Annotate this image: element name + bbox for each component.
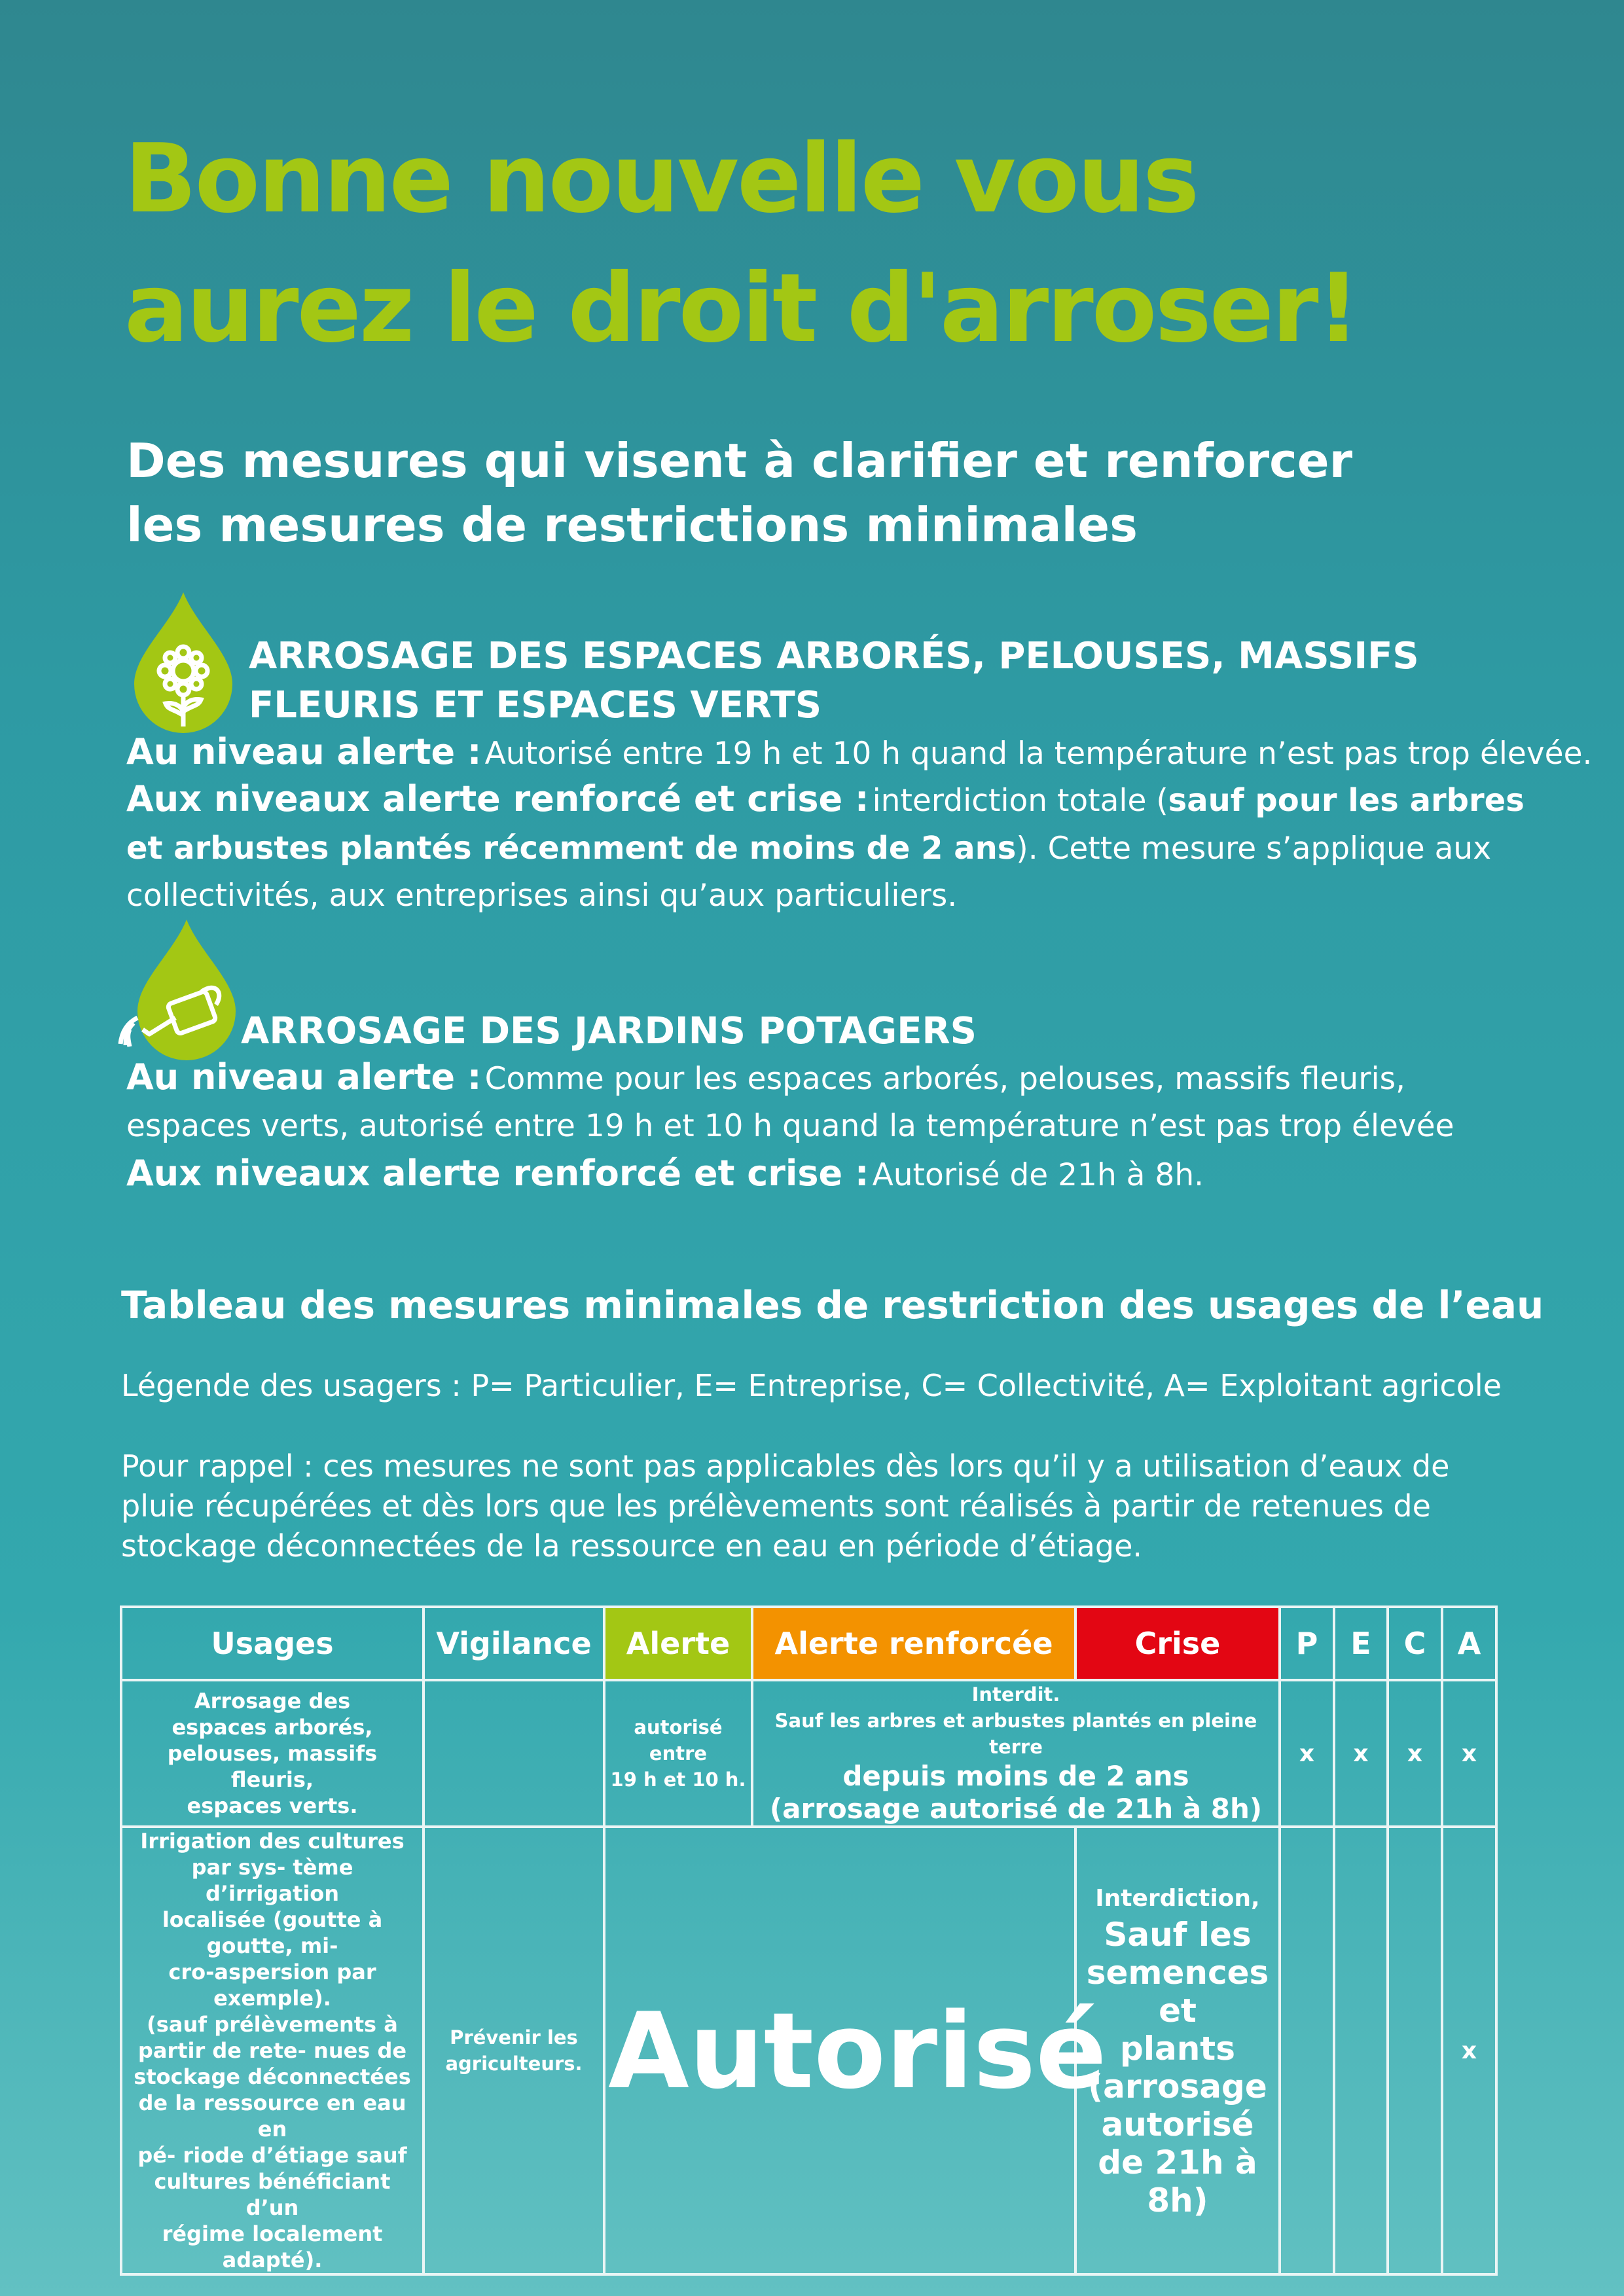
alerte-label: Au niveau alerte : [126, 731, 482, 772]
table-row [121, 1680, 1496, 1827]
row-2-usage-line: adapté). [222, 2248, 323, 2272]
row-2-crise-line: de 21h à 8h) [1098, 2144, 1257, 2219]
row-1-renf-line: Sauf les arbres et arbustes plantés en pleine terre [774, 1710, 1257, 1758]
watering-can-drop-icon [118, 920, 236, 1060]
row-1-alerte-line: 19 h et 10 h. [610, 1768, 746, 1791]
section-1-heading-line-1: ARROSAGE DES ESPACES ARBORÉS, PELOUSES, MASSIFS [249, 635, 1419, 677]
row-2-crise-line: autorisé [1101, 2106, 1254, 2144]
flower-drop-icon [134, 592, 232, 733]
header-c: C [1388, 1607, 1442, 1680]
header-alerte-renforcee: Alerte renforcée [752, 1607, 1075, 1680]
row-2-usage-line: pé- riode d’étiage sauf [137, 2143, 407, 2168]
row-2-vigilance [424, 1827, 604, 2274]
reminder-line-2: pluie récupérées et dès lors que les prélèvements sont réalisés à partir de retenues de [121, 1488, 1431, 1524]
section-2-heading-text: ARROSAGE DES JARDINS POTAGERS [241, 1010, 977, 1052]
row-1-a: x [1442, 1680, 1496, 1827]
section-1-alerte [126, 731, 1593, 781]
renforce-text-1: interdiction totale ( [872, 783, 1168, 819]
reminder-line-1: Pour rappel : ces mesures ne sont pas applicables dès lors qu’il y a utilisation d’eaux de [121, 1448, 1450, 1484]
main-title-line-2: aurez le droit d'arroser! [124, 253, 1358, 364]
table-header-row [121, 1607, 1496, 1680]
row-2-vigilance-line: Prévenir les [450, 2026, 578, 2049]
row-1-usage-line: Arrosage des [194, 1689, 351, 1713]
row-2-usage-line: Irrigation des cultures [140, 1829, 405, 1854]
table-title: Tableau des mesures minimales de restriction des usages de l’eau [121, 1283, 1544, 1327]
row-2-usage-line: de la ressource en eau en [138, 2090, 406, 2142]
row-1-renf-line: (arrosage autorisé de 21h à 8h) [769, 1793, 1263, 1825]
header-p: P [1280, 1607, 1334, 1680]
row-2-p [1280, 1827, 1334, 2274]
alerte-text: Autorisé entre 19 h et 10 h quand la température n’est pas trop élevée. [484, 736, 1593, 772]
subtitle-line-1: Des mesures qui visent à clarifier et renforcer [126, 433, 1353, 488]
row-2-usage-line: exemple). [213, 1986, 331, 2011]
renforce-bold-2: et arbustes plantés récemment de moins de 2 ans [126, 830, 1017, 867]
section-2-alerte [126, 1057, 1521, 1202]
row-2-crise-line: Interdiction, [1095, 1885, 1260, 1912]
subtitle-line-2: les mesures de restrictions minimales [126, 497, 1138, 552]
section-1-heading-line-2: FLEURIS ET ESPACES VERTS [249, 684, 822, 726]
row-2-usage-line: (sauf prélèvements à [147, 2012, 398, 2037]
row-1-renf-line: Interdit. [971, 1683, 1060, 1706]
alerte-text-2b: espaces verts, autorisé entre 19 h et 10 h quand la température n’est pas trop élevée [126, 1108, 1454, 1144]
table-row [121, 1827, 1496, 2274]
subtitle [126, 429, 1566, 557]
main-title-line-1: Bonne nouvelle vous [124, 124, 1198, 234]
section-2-heading [241, 1007, 1485, 1056]
row-2-usage-line: régime localement [162, 2221, 383, 2246]
row-1-e: x [1334, 1680, 1388, 1827]
renforce-text-2: ). Cette mesure s’applique aux [1016, 831, 1492, 867]
header-a: A [1442, 1607, 1496, 1680]
alerte-text-2a: Comme pour les espaces arborés, pelouses, massifs fleuris, [484, 1061, 1405, 1097]
row-1-renf-line: depuis moins de 2 ans [842, 1760, 1189, 1792]
header-alerte: Alerte [604, 1607, 752, 1680]
section-1-renforce [126, 778, 1525, 923]
row-2-crise-line: plants [1120, 2030, 1235, 2068]
row-2-usage [121, 1827, 424, 2274]
renforce-bold-1: sauf pour les arbres [1168, 782, 1525, 819]
row-1-vigilance [424, 1680, 604, 1827]
row-2-usage-line: par sys- tème d’irrigation [191, 1855, 353, 1906]
row-2-crise-line: Sauf les [1104, 1916, 1252, 1954]
main-title [124, 115, 1532, 374]
row-2-usage-line: stockage déconnectées [134, 2064, 411, 2089]
section-1-heading [249, 632, 1525, 730]
header-e: E [1334, 1607, 1388, 1680]
row-2-usage-line: cultures bénéficiant d’un [154, 2169, 391, 2220]
row-1-usage-line: espaces verts. [187, 1793, 358, 1818]
renforce-label-2: Aux niveaux alerte renforcé et crise : [126, 1153, 869, 1194]
renforce-text-3: collectivités, aux entreprises ainsi qu’aux particuliers. [126, 878, 958, 914]
row-1-usage-line: espaces arborés, [171, 1715, 373, 1740]
row-1-usage [121, 1680, 424, 1827]
row-1-usage-line: pelouses, massifs fleuris, [167, 1741, 378, 1792]
row-1-c: x [1388, 1680, 1442, 1827]
alerte-label-2: Au niveau alerte : [126, 1056, 482, 1098]
row-2-usage-line: partir de rete- nues de [137, 2038, 407, 2063]
reminder-line-3: stockage déconnectées de la ressource en eau en période d’étiage. [121, 1528, 1143, 1564]
reminder-note [121, 1446, 1548, 1566]
row-1-p: x [1280, 1680, 1334, 1827]
row-2-usage-line: cro-aspersion par [168, 1960, 376, 1984]
row-2-crise-line: semences et [1086, 1954, 1269, 2030]
header-crise: Crise [1075, 1607, 1280, 1680]
row-2-alerte-renforcee: Autorisé [604, 1827, 1075, 2274]
header-vigilance: Vigilance [424, 1607, 604, 1680]
row-2-usage-line: localisée (goutte à [162, 1907, 383, 1932]
row-1-alerte-line: autorisé entre [634, 1716, 723, 1765]
header-usages: Usages [121, 1607, 424, 1680]
row-1-renforcee-crise [752, 1680, 1280, 1827]
row-2-c [1388, 1827, 1442, 2274]
renforce-label: Aux niveaux alerte renforcé et crise : [126, 778, 869, 819]
row-1-alerte [604, 1680, 752, 1827]
users-legend: Légende des usagers : P= Particulier, E= Entreprise, C= Collectivité, A= Exploitant agricole [121, 1368, 1502, 1403]
restrictions-table [120, 1605, 1498, 2276]
row-2-a: x [1442, 1827, 1496, 2274]
renforce-text-2b: Autorisé de 21h à 8h. [872, 1157, 1204, 1193]
row-2-e [1334, 1827, 1388, 2274]
row-2-crise-line: (arrosage [1088, 2068, 1267, 2106]
row-2-vigilance-line: agriculteurs. [445, 2053, 583, 2075]
row-2-usage-line: goutte, mi- [206, 1933, 338, 1958]
